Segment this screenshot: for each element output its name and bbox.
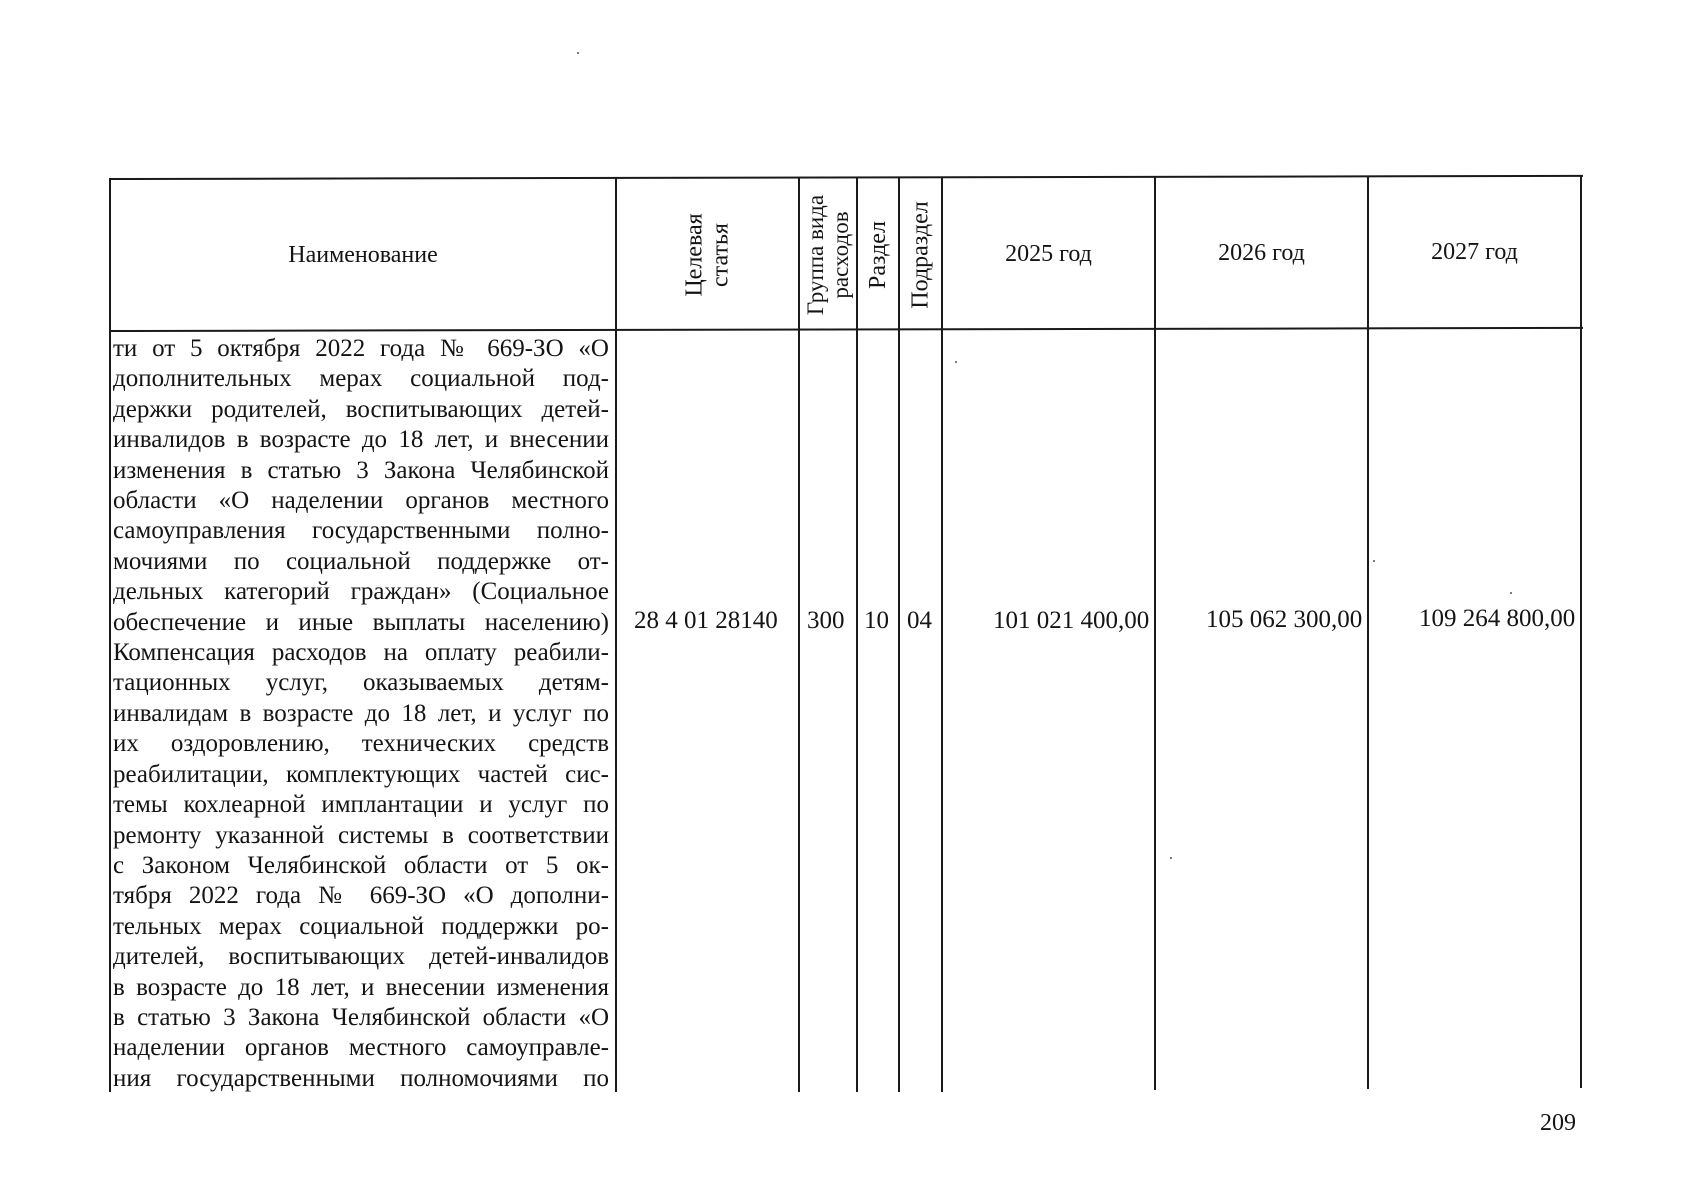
row-name-line: области «О наделении органов местного	[113, 487, 609, 515]
scan-speck	[955, 361, 957, 363]
row-name-line: мочиями по социальной поддержке от-	[113, 547, 609, 575]
row-name-line: обеспечение и иные выплаты населению)	[113, 608, 609, 636]
header-expense-group	[800, 180, 856, 330]
row-name-line: изменения в статью 3 Закона Челябинской	[113, 456, 609, 484]
row-name-line: наделении органов местного самоуправле-	[113, 1034, 609, 1062]
row-name-line: их оздоровлению, технических средств	[113, 730, 609, 758]
header-year-2027	[1369, 178, 1580, 326]
row-name-line: тационных услуг, оказываемых детям-	[113, 669, 609, 697]
row-name-line: тября 2022 года № 669-ЗО «О дополни-	[113, 882, 609, 910]
row-name-line: тельных мерах социальной поддержки ро-	[113, 912, 609, 940]
row-name-text	[113, 334, 609, 1094]
row-name-line: с Законом Челябинской области от 5 ок-	[113, 851, 609, 879]
row-section: 10	[864, 607, 889, 634]
row-expense-group: 300	[807, 607, 845, 634]
header-year-2026	[1156, 179, 1367, 327]
header-name-label: Наименование	[288, 242, 438, 268]
row-name-line: ремонту указанной системы в соответствии	[113, 821, 609, 849]
table-right-border	[1580, 175, 1582, 1088]
header-section-label: Раздел	[865, 221, 892, 289]
row-name-line: в возрасте до 18 лет, и внесении изменения	[113, 973, 609, 1001]
header-target-article	[617, 180, 798, 330]
header-subsection	[900, 180, 941, 330]
scan-speck	[1170, 857, 1172, 859]
row-name-line: ния государственными полномочиями по	[113, 1064, 609, 1092]
row-name-line: инвалидов в возрасте до 18 лет, и внесении	[113, 426, 609, 454]
row-name-line: реабилитации, комплектующих частей сис-	[113, 760, 609, 788]
row-amount-2025: 101 021 400,00	[993, 607, 1150, 634]
row-name-line: ти от 5 октября 2022 года № 669-ЗО «О	[113, 335, 609, 362]
row-name-line: темы кохлеарной имплантации и услуг по	[113, 791, 609, 819]
row-name-line: дителей, воспитывающих детей-инвалидов	[113, 943, 609, 971]
header-year-2025	[943, 180, 1154, 328]
row-name-line: дополнительных мерах социальной под-	[113, 365, 609, 393]
header-target-article-label: Целевая статья	[681, 213, 734, 297]
row-subsection: 04	[907, 607, 932, 634]
scan-speck	[1510, 592, 1512, 594]
row-name-line: Компенсация расходов на оплату реабили-	[113, 639, 609, 667]
row-name-line: держки родителей, воспитывающих детей-	[113, 395, 609, 423]
header-year-2027-label: 2027 год	[1431, 239, 1518, 265]
header-expense-group-label: Группа вида расходов	[803, 194, 854, 316]
row-amount-2026: 105 062 300,00	[1206, 606, 1363, 633]
row-amount-2027: 109 264 800,00	[1419, 605, 1576, 632]
scan-speck	[1373, 560, 1375, 562]
header-name	[111, 180, 615, 330]
row-name-line: самоуправления государственными полно-	[113, 517, 609, 545]
header-year-2025-label: 2025 год	[1005, 241, 1092, 267]
page-number: 209	[1540, 1110, 1576, 1136]
row-name-line: инвалидам в возрасте до 18 лет, и услуг по	[113, 699, 609, 727]
header-year-2026-label: 2026 год	[1218, 240, 1305, 266]
scan-speck	[577, 52, 579, 54]
header-section	[858, 180, 898, 330]
row-name-line: в статью 3 Закона Челябинской области «О	[113, 1003, 609, 1031]
row-target-article: 28 4 01 28140	[634, 607, 778, 634]
row-name-line: дельных категорий граждан» (Социальное	[113, 578, 609, 606]
header-subsection-label: Подраздел	[907, 201, 934, 309]
